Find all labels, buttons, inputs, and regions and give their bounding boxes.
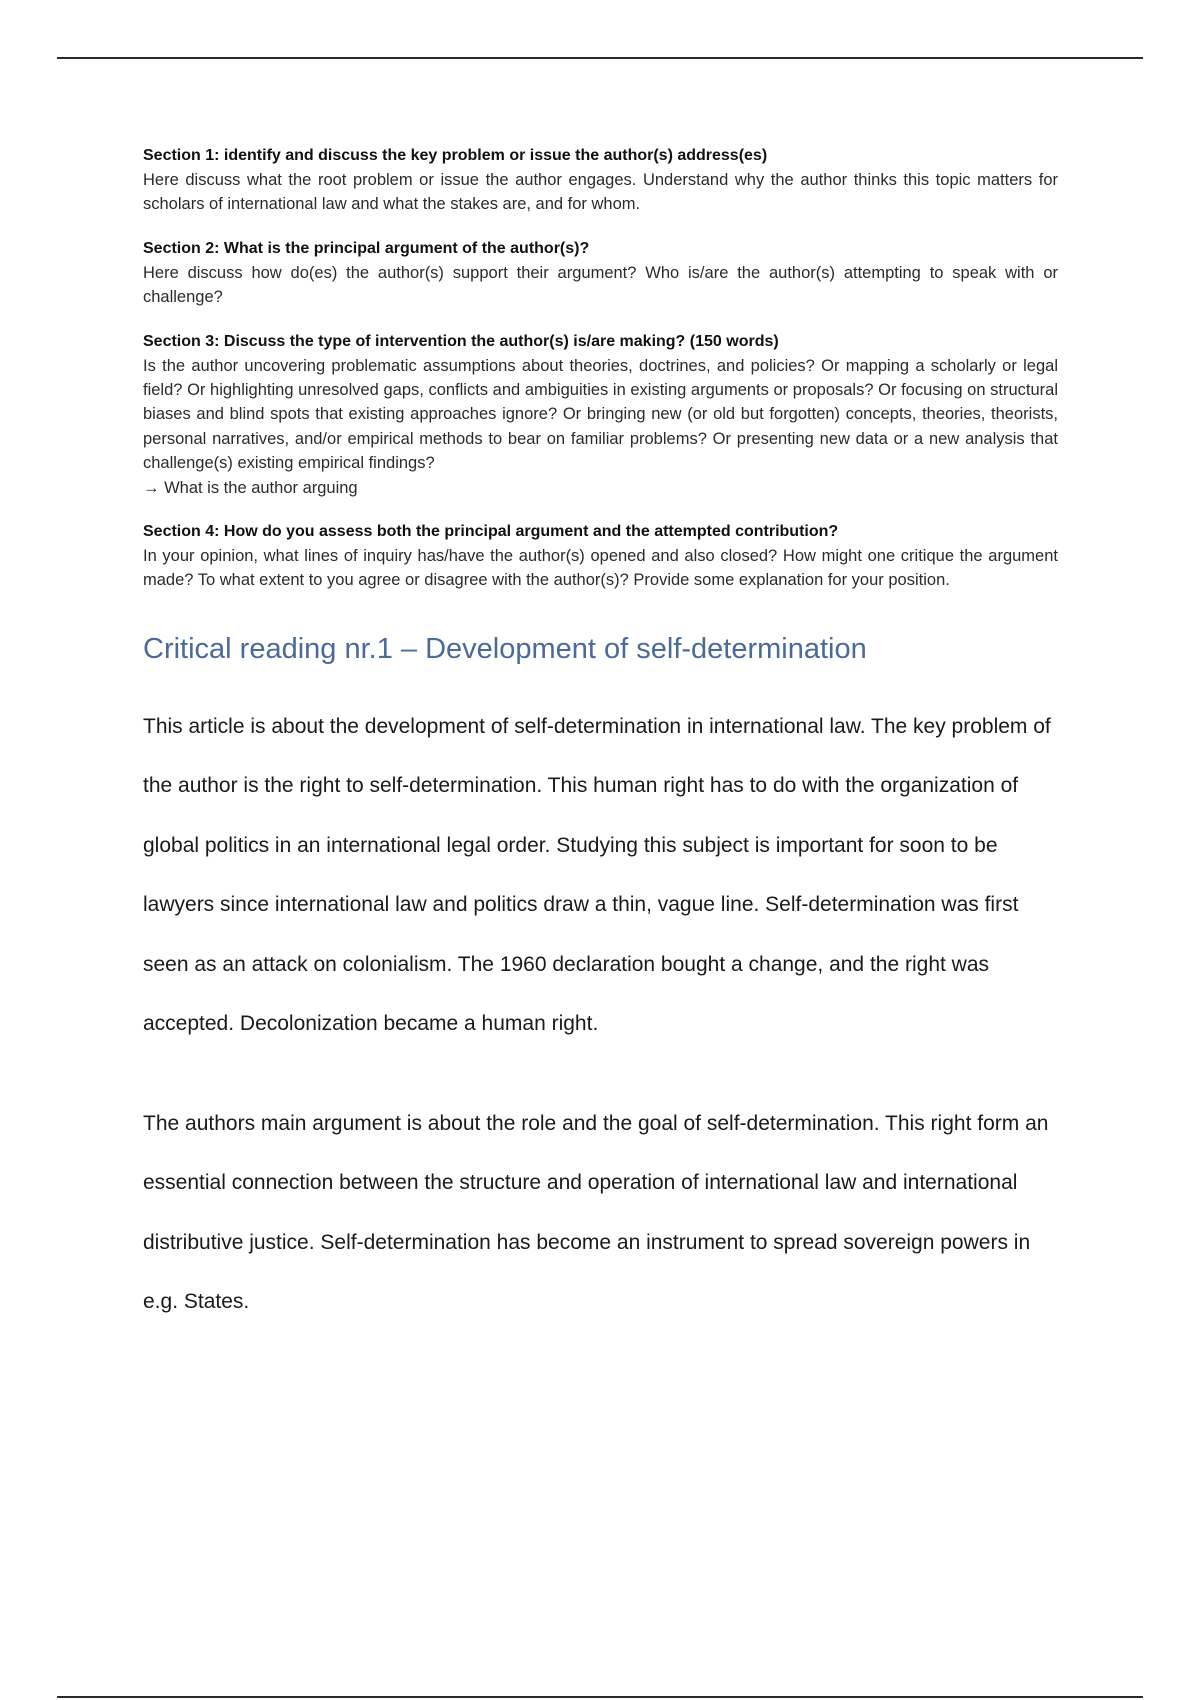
document-content xyxy=(143,144,1058,1353)
section-3 xyxy=(143,330,1058,500)
section-2-heading: Section 2: What is the principal argument of the author(s)? xyxy=(143,239,590,257)
section-1-heading: Section 1: identify and discuss the key problem or issue the author(s) address(es) xyxy=(143,147,768,164)
reading-paragraph-1: This article is about the development of self-determination in international law. The key problem of the author is the right to self-determination. This human right has to do with the organization of global politics in an international legal order. Studying this subject is important for soon to be lawyers since international law and politics draw a thin, vague line. Self-determination was first seen as an attack on colonialism. The 1960 declaration bought a change, and the right was accepted. Decolonization became a human right. xyxy=(143,714,1051,1036)
section-3-body: Is the author uncovering problematic assumptions about theories, doctrines, and policies? Or mapping a scholarly or legal field? Or highlighting unresolved gaps, conflicts and ambiguities in existing arguments or proposals? Or focusing on structural biases and blind spots that existing approaches ignore? Or bringing new (or old but forgotten) concepts, theories, theorists, personal narratives, and/or empirical methods to bear on familiar problems? Or presenting new data or a new analysis that challenge(s) existing empirical findings? xyxy=(143,356,1058,473)
section-4 xyxy=(143,520,1058,593)
header-rule xyxy=(57,57,1143,59)
section-3-heading: Section 3: Discuss the type of intervention the author(s) is/are making? (150 words) xyxy=(143,332,779,350)
section-1-body: Here discuss what the root problem or issue the author engages. Understand why the author thinks this topic matters for scholars of international law and what the stakes are, and for whom. xyxy=(143,171,1058,214)
section-2 xyxy=(143,237,1058,310)
reading-paragraph-2: The authors main argument is about the role and the goal of self-determination. This right form an essential connection between the structure and operation of international law and international distributive justice. Self-determination has become an instrument to spread sovereign powers in e.g. States. xyxy=(143,1111,1049,1314)
section-1 xyxy=(143,144,1058,217)
section-4-body: In your opinion, what lines of inquiry has/have the author(s) opened and also closed? How might one critique the argument made? To what extent to you agree or disagree with the author(s)? Provide some explanation for your position. xyxy=(143,547,1058,590)
footer-rule xyxy=(57,1696,1143,1698)
reading-title: Critical reading nr.1 – Development of self-determination xyxy=(143,632,867,665)
section-4-heading: Section 4: How do you assess both the principal argument and the attempted contribution? xyxy=(143,523,839,541)
section-2-body: Here discuss how do(es) the author(s) support their argument? Who is/are the author(s) attempting to speak with or challenge? xyxy=(143,263,1058,307)
section-3-arrow-line: → What is the author arguing xyxy=(143,478,358,497)
